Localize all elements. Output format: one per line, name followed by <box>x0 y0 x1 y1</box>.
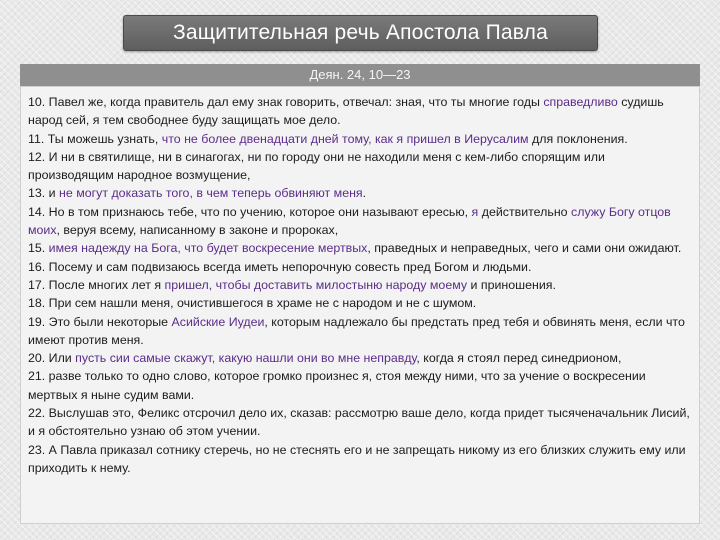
scripture-reference: Деян. 24, 10—23 <box>20 64 700 86</box>
verse-text: действительно <box>478 204 572 219</box>
highlighted-phrase: служу Богу отцов моих <box>28 204 671 238</box>
verse-text: , когда я стоял перед синедрионом, <box>416 351 622 366</box>
verse-text: , праведных и неправедных, чего и сами они ожидают. <box>367 241 682 256</box>
verse <box>28 441 693 478</box>
verse <box>28 239 693 257</box>
highlighted-phrase: что не более двенадцати дней тому, как я пришел в Иерусалим <box>161 131 529 146</box>
verse <box>28 313 693 350</box>
verse <box>28 203 693 240</box>
verse <box>28 404 693 441</box>
verse <box>28 367 693 404</box>
verse <box>28 258 693 276</box>
verse-text: 13. и <box>28 186 60 201</box>
verse <box>28 276 693 294</box>
verse <box>28 349 693 367</box>
verse <box>28 148 693 185</box>
page-title: Защитительная речь Апостола Павла <box>123 15 598 51</box>
highlighted-phrase: имея надежду на Бога, что будет воскресение мертвых <box>48 241 368 256</box>
verse <box>28 93 693 130</box>
verse-text: 20. Или <box>28 351 76 366</box>
highlighted-phrase: не могут доказать того, в чем теперь обвиняют меня <box>59 186 363 201</box>
verse-text: . <box>362 186 367 201</box>
verse-text: и приношения. <box>467 277 556 292</box>
verse-text: судишь народ сей, я тем свободнее буду защищать мое дело. <box>28 95 664 128</box>
verse-text: , веруя всему, написанному в законе и пророках, <box>56 223 339 238</box>
verse <box>28 184 693 202</box>
verse-text: 19. Это были некоторые <box>28 314 172 329</box>
verse-text: 21. разве только то одно слово, которое громко произнес я, стоя между ними, что за учение о воскресении мертвых я ныне судим вами. <box>28 369 646 402</box>
verse-text-panel <box>20 86 700 524</box>
highlighted-phrase: пусть сии самые скажут, какую нашли они во мне неправду <box>75 351 417 366</box>
verse-text: , которым надлежало бы предстать пред тебя и обвинять меня, если что имеют против меня. <box>28 314 685 347</box>
highlighted-phrase: я <box>471 204 479 219</box>
verse-text: 18. При сем нашли меня, очистившегося в храме не с народом и не с шумом. <box>28 296 477 311</box>
highlighted-phrase: Асийские Иудеи <box>171 314 265 329</box>
verse-text: 22. Выслушав это, Феликс отсрочил дело их, сказав: рассмотрю ваше дело, когда придет тысяченачальник Лисий, и я обстоятельно узнаю об этом учении. <box>28 406 690 439</box>
verse-text: 16. Посему и сам подвизаюсь всегда иметь непорочную совесть пред Богом и людьми. <box>28 259 532 274</box>
verse-text: 15. <box>28 241 49 256</box>
verse-text: 17. После многих лет я <box>28 277 165 292</box>
highlighted-phrase: пришел, чтобы доставить милостыню народу моему <box>164 277 468 292</box>
verse-text: 14. Но в том признаюсь тебе, что по учению, которое они называют ересью, <box>28 204 472 219</box>
verse-text: 23. А Павла приказал сотнику стеречь, но не стеснять его и не запрещать никому из его близких служить ему или приходить к нему. <box>28 442 686 475</box>
verse <box>28 130 693 148</box>
verse-text: 10. Павел же, когда правитель дал ему знак говорить, отвечал: зная, что ты многие годы <box>28 95 544 109</box>
verse-text: 11. Ты можешь узнать, <box>28 131 162 146</box>
verse-text: для поклонения. <box>528 131 628 146</box>
highlighted-phrase: справедливо <box>543 95 618 109</box>
verse <box>28 294 693 312</box>
verse-text: 12. И ни в святилище, ни в синагогах, ни по городу они не находили меня с кем-либо спорящим или производящим народное возмущение, <box>28 149 605 183</box>
